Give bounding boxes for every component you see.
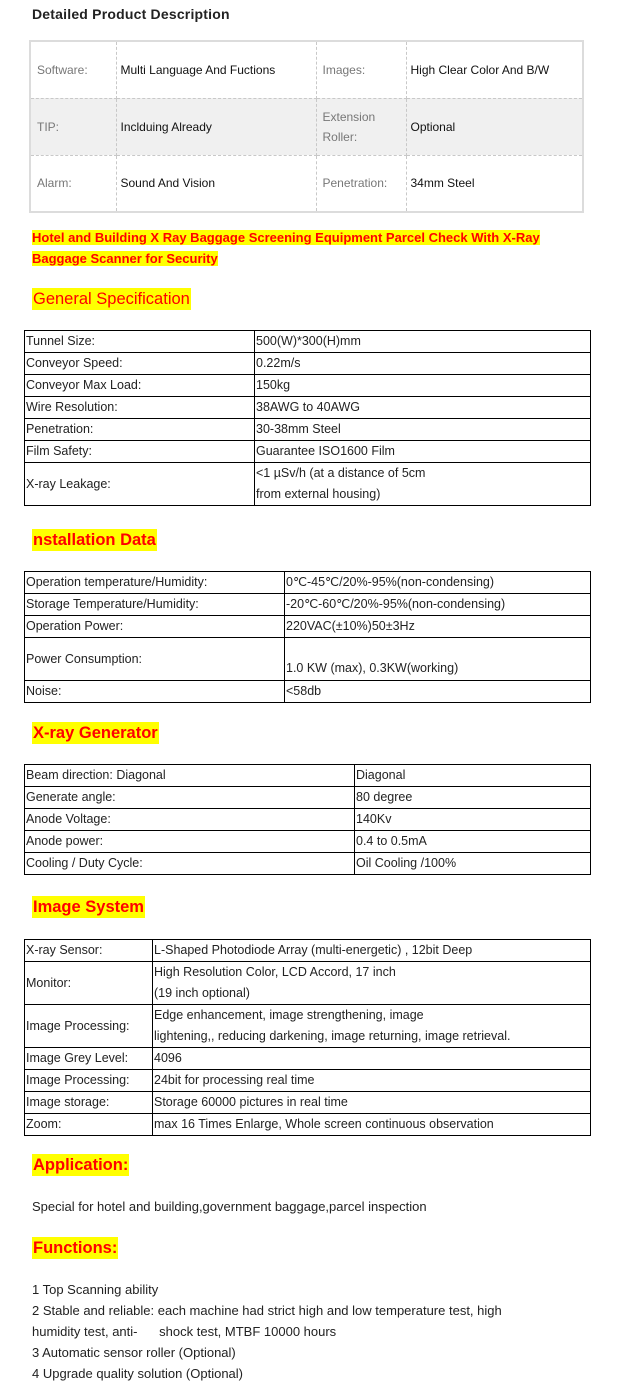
application-text: Special for hotel and building,government baggage,parcel inspection	[32, 1199, 427, 1214]
spec-label: Image Processing:	[25, 1070, 153, 1092]
spec-value: Oil Cooling /100%	[355, 853, 591, 875]
spec-value: 0.4 to 0.5mA	[355, 831, 591, 853]
spec-label: Generate angle:	[25, 787, 355, 809]
functions-heading: Functions:	[33, 1239, 118, 1257]
spec-value: 24bit for processing real time	[153, 1070, 591, 1092]
table-row	[25, 765, 591, 787]
table-row	[25, 463, 591, 506]
spec-value: 0℃-45℃/20%-95%(non-condensing)	[285, 572, 591, 594]
spec-label: Operation temperature/Humidity:	[25, 572, 285, 594]
spec-label: Zoom:	[25, 1114, 153, 1136]
spec-value: 220VAC(±10%)50±3Hz	[285, 616, 591, 638]
detail-label: Alarm:	[30, 155, 116, 212]
detail-value: 34mm Steel	[410, 176, 475, 191]
spec-value: 80 degree	[355, 787, 591, 809]
detail-row	[30, 98, 583, 155]
table-row	[25, 940, 591, 962]
table-row	[25, 962, 591, 1005]
general-spec-table	[24, 330, 591, 506]
spec-value-line: Edge enhancement, image strengthening, image	[154, 1008, 424, 1022]
table-row	[25, 681, 591, 703]
detail-row	[30, 41, 583, 98]
spec-label: Beam direction: Diagonal	[25, 765, 355, 787]
image-system-heading: Image System	[33, 898, 144, 916]
product-title	[32, 227, 597, 269]
detail-value: Optional	[406, 98, 583, 155]
spec-label: Monitor:	[25, 962, 153, 1005]
installation-heading: nstallation Data	[33, 531, 156, 549]
table-row	[25, 787, 591, 809]
detail-value: Multi Language And Fuctions	[116, 41, 316, 98]
spec-label: Conveyor Max Load:	[25, 375, 255, 397]
detail-row	[30, 155, 583, 212]
spec-label: Penetration:	[25, 419, 255, 441]
table-row	[25, 831, 591, 853]
spec-value: 1.0 KW (max), 0.3KW(working)	[285, 638, 591, 681]
detail-label: Extension Roller:	[316, 98, 406, 155]
spec-label: Tunnel Size:	[25, 331, 255, 353]
list-item: 3 Automatic sensor roller (Optional)	[32, 1345, 236, 1360]
table-row	[25, 1048, 591, 1070]
installation-table	[24, 571, 591, 703]
table-row	[25, 638, 591, 681]
detail-label: Images:	[316, 41, 406, 98]
table-row	[25, 375, 591, 397]
spec-value-line: (19 inch optional)	[154, 986, 250, 1000]
table-row	[25, 853, 591, 875]
spec-label: X-ray Leakage:	[25, 463, 255, 506]
list-item: humidity test, anti- shock test, MTBF 10000 hours	[32, 1324, 337, 1339]
table-row	[25, 616, 591, 638]
spec-label: Anode Voltage:	[25, 809, 355, 831]
table-row	[25, 572, 591, 594]
spec-label: Power Consumption:	[25, 638, 285, 681]
list-item: 2 Stable and reliable: each machine had strict high and low temperature test, high	[32, 1303, 502, 1318]
table-row	[25, 353, 591, 375]
spec-value-line: High Resolution Color, LCD Accord, 17 inch	[154, 965, 396, 979]
table-row	[25, 441, 591, 463]
table-row	[25, 419, 591, 441]
product-title-line1: Hotel and Building X Ray Baggage Screening Equipment Parcel Check With X-Ray	[32, 230, 540, 245]
spec-value-line: lightening,, reducing darkening, image returning, image retrieval.	[154, 1029, 511, 1043]
spec-label: Wire Resolution:	[25, 397, 255, 419]
spec-value: Storage 60000 pictures in real time	[153, 1092, 591, 1114]
spec-label: X-ray Sensor:	[25, 940, 153, 962]
detail-value: Inclduing Already	[116, 98, 316, 155]
spec-value: 4096	[153, 1048, 591, 1070]
spec-value: Diagonal	[355, 765, 591, 787]
functions-list	[32, 1279, 502, 1384]
table-row	[25, 809, 591, 831]
detail-value: Sound And Vision	[116, 155, 316, 212]
spec-label: Film Safety:	[25, 441, 255, 463]
spec-value	[153, 1005, 591, 1048]
spec-value-line: from external housing)	[256, 487, 381, 501]
application-heading: Application:	[33, 1156, 129, 1174]
table-row	[25, 1005, 591, 1048]
spec-value: 500(W)*300(H)mm	[255, 331, 591, 353]
detail-table	[29, 40, 584, 213]
spec-value: <58db	[285, 681, 591, 703]
spec-value: 30-38mm Steel	[255, 419, 591, 441]
spec-label: Cooling / Duty Cycle:	[25, 853, 355, 875]
table-row	[25, 594, 591, 616]
spec-value: 150kg	[255, 375, 591, 397]
detail-label: TIP:	[30, 98, 116, 155]
product-title-line2: Baggage Scanner for Security	[32, 251, 218, 266]
spec-value: Guarantee ISO1600 Film	[255, 441, 591, 463]
spec-label: Conveyor Speed:	[25, 353, 255, 375]
spec-value	[255, 463, 591, 506]
spec-label: Image Processing:	[25, 1005, 153, 1048]
table-row	[25, 331, 591, 353]
detail-label: Penetration:	[316, 155, 406, 212]
generator-heading: X-ray Generator	[33, 724, 158, 742]
spec-label: Anode power:	[25, 831, 355, 853]
table-row	[25, 397, 591, 419]
spec-value: 38AWG to 40AWG	[255, 397, 591, 419]
spec-label: Operation Power:	[25, 616, 285, 638]
spec-value	[153, 962, 591, 1005]
spec-label: Image Grey Level:	[25, 1048, 153, 1070]
spec-value: max 16 Times Enlarge, Whole screen continuous observation	[153, 1114, 591, 1136]
table-row	[25, 1114, 591, 1136]
page-title: Detailed Product Description	[32, 6, 230, 22]
detail-value: High Clear Color And B/W	[406, 41, 583, 98]
spec-value: 140Kv	[355, 809, 591, 831]
detail-label: Software:	[30, 41, 116, 98]
image-system-table	[24, 939, 591, 1136]
table-row	[25, 1070, 591, 1092]
spec-label: Image storage:	[25, 1092, 153, 1114]
list-item: 1 Top Scanning ability	[32, 1282, 159, 1297]
spec-value: 0.22m/s	[255, 353, 591, 375]
spec-value: -20℃-60℃/20%-95%(non-condensing)	[285, 594, 591, 616]
general-spec-heading: General Specification	[33, 290, 190, 308]
spec-label: Storage Temperature/Humidity:	[25, 594, 285, 616]
table-row	[25, 1092, 591, 1114]
spec-label: Noise:	[25, 681, 285, 703]
generator-table	[24, 764, 591, 875]
list-item: 4 Upgrade quality solution (Optional)	[32, 1366, 244, 1381]
spec-value-line: <1 µSv/h (at a distance of 5cm	[256, 466, 426, 480]
spec-value: L-Shaped Photodiode Array (multi-energetic) , 12bit Deep	[153, 940, 591, 962]
